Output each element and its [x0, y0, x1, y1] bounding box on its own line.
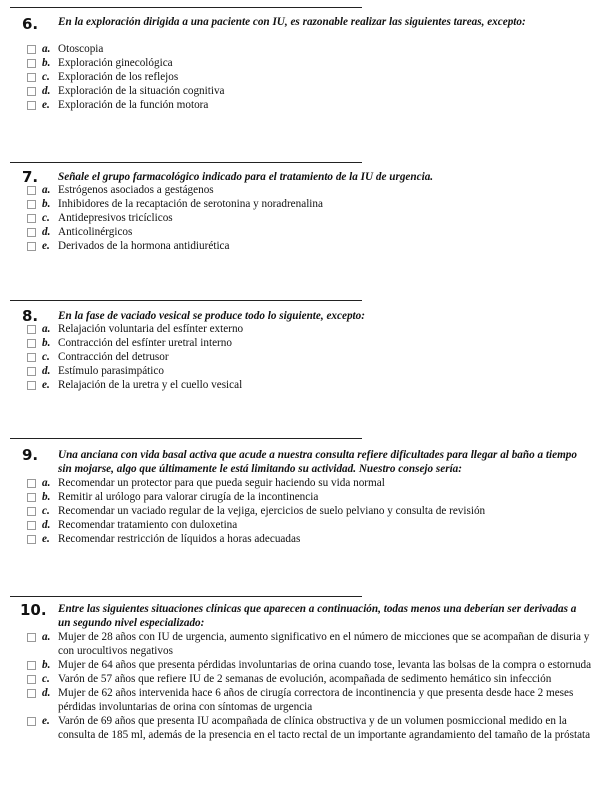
- option-letter: b.: [42, 337, 51, 349]
- checkbox[interactable]: [27, 493, 36, 502]
- option-letter: c.: [42, 505, 50, 517]
- divider: [10, 438, 362, 439]
- option-letter: a.: [42, 631, 51, 643]
- option-e[interactable]: [24, 239, 594, 253]
- checkbox[interactable]: [27, 521, 36, 530]
- option-letter: e.: [42, 240, 50, 252]
- checkbox[interactable]: [27, 367, 36, 376]
- option-d[interactable]: [24, 84, 594, 98]
- option-letter: c.: [42, 351, 50, 363]
- option-letter: c.: [42, 673, 50, 685]
- options: [24, 476, 594, 546]
- option-c[interactable]: [24, 350, 594, 364]
- option-text: Estímulo parasimpático: [58, 365, 164, 377]
- option-letter: e.: [42, 533, 50, 545]
- checkbox[interactable]: [27, 101, 36, 110]
- checkbox[interactable]: [27, 633, 36, 642]
- checkbox[interactable]: [27, 535, 36, 544]
- checkbox[interactable]: [27, 73, 36, 82]
- option-text: Contracción del esfínter uretral interno: [58, 337, 232, 349]
- checkbox[interactable]: [27, 675, 36, 684]
- option-c[interactable]: [24, 504, 594, 518]
- option-letter: b.: [42, 198, 51, 210]
- option-e[interactable]: [24, 714, 594, 742]
- question-text: En la exploración dirigida a una paciente con IU, es razonable realizar las siguientes tareas, excepto:: [58, 16, 526, 28]
- question-text: En la fase de vaciado vesical se produce todo lo siguiente, excepto:: [58, 310, 365, 322]
- options: [24, 630, 594, 742]
- divider: [10, 7, 362, 8]
- divider: [10, 162, 362, 163]
- option-letter: d.: [42, 687, 51, 699]
- checkbox[interactable]: [27, 200, 36, 209]
- option-e[interactable]: [24, 98, 594, 112]
- option-text: Exploración ginecológica: [58, 57, 173, 69]
- checkbox[interactable]: [27, 479, 36, 488]
- checkbox[interactable]: [27, 87, 36, 96]
- question-number: 7.: [22, 168, 39, 186]
- option-text: Anticolinérgicos: [58, 226, 133, 238]
- option-text: Antidepresivos tricíclicos: [58, 212, 173, 224]
- option-text: Mujer de 64 años que presenta pérdidas involuntarias de orina cuando tose, levanta las bolsas de la compra o estornuda: [58, 659, 592, 671]
- option-c[interactable]: [24, 672, 594, 686]
- option-letter: d.: [42, 365, 51, 377]
- checkbox[interactable]: [27, 339, 36, 348]
- option-text: Estrógenos asociados a gestágenos: [58, 184, 214, 196]
- checkbox[interactable]: [27, 59, 36, 68]
- option-c[interactable]: [24, 70, 594, 84]
- option-text: Exploración de los reflejos: [58, 71, 179, 83]
- option-letter: e.: [42, 379, 50, 391]
- option-letter: a.: [42, 184, 51, 196]
- checkbox[interactable]: [27, 381, 36, 390]
- option-b[interactable]: [24, 490, 594, 504]
- question-text: Entre las siguientes situaciones clínicas que aparecen a continuación, todas menos una deberían ser derivadas a un segundo nivel especializado:: [58, 603, 577, 629]
- option-c[interactable]: [24, 211, 594, 225]
- option-text: Recomendar restricción de líquidos a horas adecuadas: [58, 533, 301, 545]
- option-text: Derivados de la hormona antidiurética: [58, 240, 230, 252]
- checkbox[interactable]: [27, 186, 36, 195]
- divider: [10, 596, 362, 597]
- option-letter: a.: [42, 43, 51, 55]
- question-number: 10.: [20, 601, 47, 619]
- option-text: Varón de 69 años que presenta IU acompañada de clínica obstructiva y de un volumen posmiccional medido en la consulta de 185 ml, además de la presencia en el tacto rectal de un importante agrandamiento del tamaño de la próstata: [58, 715, 591, 741]
- option-a[interactable]: [24, 183, 594, 197]
- option-letter: b.: [42, 57, 51, 69]
- option-letter: c.: [42, 212, 50, 224]
- checkbox[interactable]: [27, 242, 36, 251]
- checkbox[interactable]: [27, 214, 36, 223]
- option-letter: d.: [42, 85, 51, 97]
- option-letter: d.: [42, 226, 51, 238]
- checkbox[interactable]: [27, 689, 36, 698]
- option-e[interactable]: [24, 532, 594, 546]
- option-text: Exploración de la situación cognitiva: [58, 85, 225, 97]
- option-a[interactable]: [24, 630, 594, 658]
- option-text: Relajación de la uretra y el cuello vesical: [58, 379, 243, 391]
- checkbox[interactable]: [27, 507, 36, 516]
- option-letter: c.: [42, 71, 50, 83]
- option-text: Otoscopia: [58, 43, 104, 55]
- option-text: Varón de 57 años que refiere IU de 2 semanas de evolución, acompañada de sedimento hemático sin infección: [58, 673, 552, 685]
- option-b[interactable]: [24, 56, 594, 70]
- checkbox[interactable]: [27, 353, 36, 362]
- option-b[interactable]: [24, 658, 594, 672]
- option-letter: e.: [42, 715, 50, 727]
- option-text: Contracción del detrusor: [58, 351, 169, 363]
- checkbox[interactable]: [27, 325, 36, 334]
- option-text: Inhibidores de la recaptación de serotonina y noradrenalina: [58, 198, 323, 210]
- option-text: Exploración de la función motora: [58, 99, 209, 111]
- option-letter: a.: [42, 477, 51, 489]
- question-text: Una anciana con vida basal activa que acude a nuestra consulta refiere dificultades para llegar al baño a tiempo sin mojarse, algo que últimamente le está limitando su actividad. Nuestro consejo sería:: [58, 449, 577, 475]
- question-number: 8.: [22, 307, 39, 325]
- option-b[interactable]: [24, 197, 594, 211]
- option-d[interactable]: [24, 364, 594, 378]
- divider: [10, 300, 362, 301]
- option-a[interactable]: [24, 322, 594, 336]
- option-d[interactable]: [24, 518, 594, 532]
- option-text: Recomendar tratamiento con duloxetina: [58, 519, 238, 531]
- option-text: Recomendar un protector para que pueda seguir haciendo su vida normal: [58, 477, 385, 489]
- question-number: 9.: [22, 446, 39, 464]
- option-letter: a.: [42, 323, 51, 335]
- checkbox[interactable]: [27, 228, 36, 237]
- option-letter: e.: [42, 99, 50, 111]
- option-text: Mujer de 28 años con IU de urgencia, aumento significativo en el número de micciones que se acompañan de disuria y con urocultivos negativos: [58, 631, 590, 657]
- checkbox[interactable]: [27, 717, 36, 726]
- option-text: Remitir al urólogo para valorar cirugía de la incontinencia: [58, 491, 319, 503]
- question-text: Señale el grupo farmacológico indicado para el tratamiento de la IU de urgencia.: [58, 171, 434, 183]
- option-d[interactable]: [24, 225, 594, 239]
- option-text: Mujer de 62 años intervenida hace 6 años de cirugía correctora de incontinencia y que presenta desde hace 2 meses pérdidas involuntarias de orina con síntomas de urgencia: [58, 687, 574, 713]
- options: [24, 183, 594, 253]
- option-letter: b.: [42, 659, 51, 671]
- option-e[interactable]: [24, 378, 594, 392]
- option-b[interactable]: [24, 336, 594, 350]
- options: [24, 42, 594, 112]
- option-a[interactable]: [24, 42, 594, 56]
- options: [24, 322, 594, 392]
- checkbox[interactable]: [27, 45, 36, 54]
- question-number: 6.: [22, 15, 39, 33]
- option-text: Recomendar un vaciado regular de la vejiga, ejercicios de suelo pelviano y consulta de revisión: [58, 505, 486, 517]
- option-letter: d.: [42, 519, 51, 531]
- checkbox[interactable]: [27, 661, 36, 670]
- option-d[interactable]: [24, 686, 594, 714]
- option-letter: b.: [42, 491, 51, 503]
- option-text: Relajación voluntaria del esfínter externo: [58, 323, 244, 335]
- option-a[interactable]: [24, 476, 594, 490]
